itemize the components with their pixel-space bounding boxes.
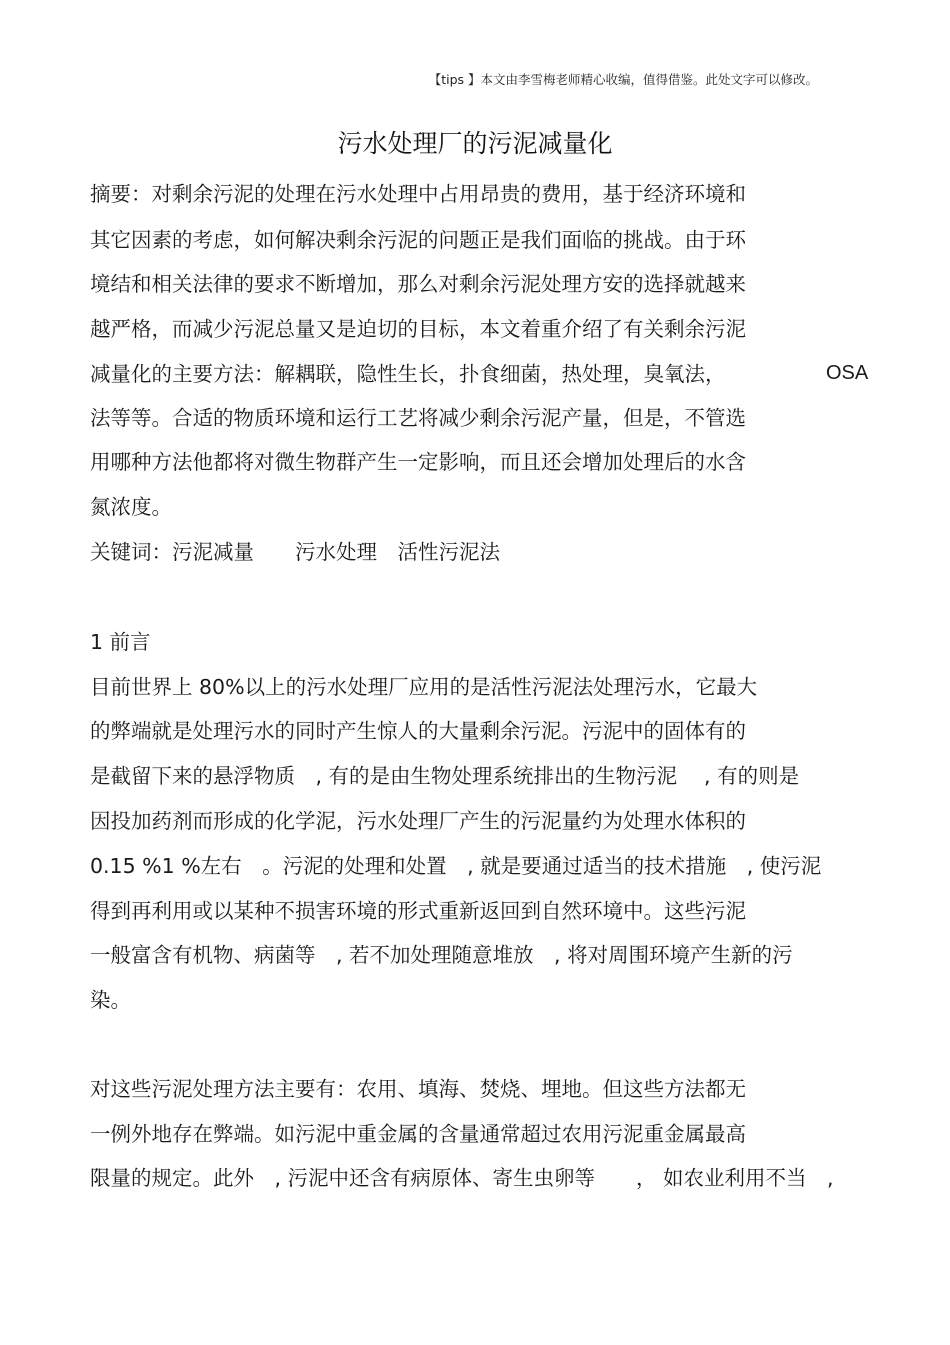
disposal-line: 限量的规定。此外 , 污泥中还含有病原体、寄生虫卵等 ， 如农业利用不当 , [90,1166,834,1190]
abstract-line: 氮浓度。 [90,495,172,519]
document-title: 污水处理厂的污泥减量化 [337,129,613,158]
disposal-line: 一例外地存在弊端。如污泥中重金属的含量通常超过农用污泥重金属最高 [90,1122,746,1146]
intro-line: 的弊端就是处理污水的同时产生惊人的大量剩余污泥。污泥中的固体有的 [90,719,746,743]
intro-line: 染。 [90,988,131,1012]
section-heading: 1 前言 [90,630,151,654]
intro-line: 得到再利用或以某种不损害环境的形式重新返回到自然环境中。这些污泥 [90,899,746,923]
abstract-line: 摘要：对剩余污泥的处理在污水处理中占用昂贵的费用，基于经济环境和 [90,182,746,206]
abstract-line: 境结和相关法律的要求不断增加，那么对剩余污泥处理方安的选择就越来 [90,272,746,296]
abstract-line: 其它因素的考虑，如何解决剩余污泥的问题正是我们面临的挑战。由于环 [90,228,746,252]
intro-line: 是截留下来的悬浮物质 , 有的是由生物处理系统排出的生物污泥 , 有的则是 [90,764,800,788]
abstract-osa: OSA [826,362,869,384]
abstract-line: 用哪种方法他都将对微生物群产生一定影响，而且还会增加处理后的水含 [90,450,746,474]
abstract-line: 减量化的主要方法：解耦联，隐性生长，扑食细菌，热处理，臭氧法， [90,362,726,386]
disposal-line: 对这些污泥处理方法主要有：农用、填海、焚烧、埋地。但这些方法都无 [90,1077,746,1101]
keywords: 关键词：污泥减量 污水处理 活性污泥法 [90,540,500,564]
intro-line: 一般富含有机物、病菌等 , 若不加处理随意堆放 , 将对周围环境产生新的污 [90,943,793,967]
abstract-line: 越严格，而减少污泥总量又是迫切的目标，本文着重介绍了有关剩余污泥 [90,317,746,341]
intro-line: 0.15 %1 %左右 。污泥的处理和处置 , 就是要通过适当的技术措施 , 使污泥 [90,854,822,878]
intro-line: 目前世界上 80%以上的污水处理厂应用的是活性污泥法处理污水，它最大 [90,675,758,699]
intro-line: 因投加药剂而形成的化学泥，污水处理厂产生的污泥量约为处理水体积的 [90,809,746,833]
header-tip: 【tips 】本文由李雪梅老师精心收编，值得借鉴。此处文字可以修改。 [428,72,818,87]
abstract-line: 法等等。合适的物质环境和运行工艺将减少剩余污泥产量，但是，不管选 [90,406,746,430]
